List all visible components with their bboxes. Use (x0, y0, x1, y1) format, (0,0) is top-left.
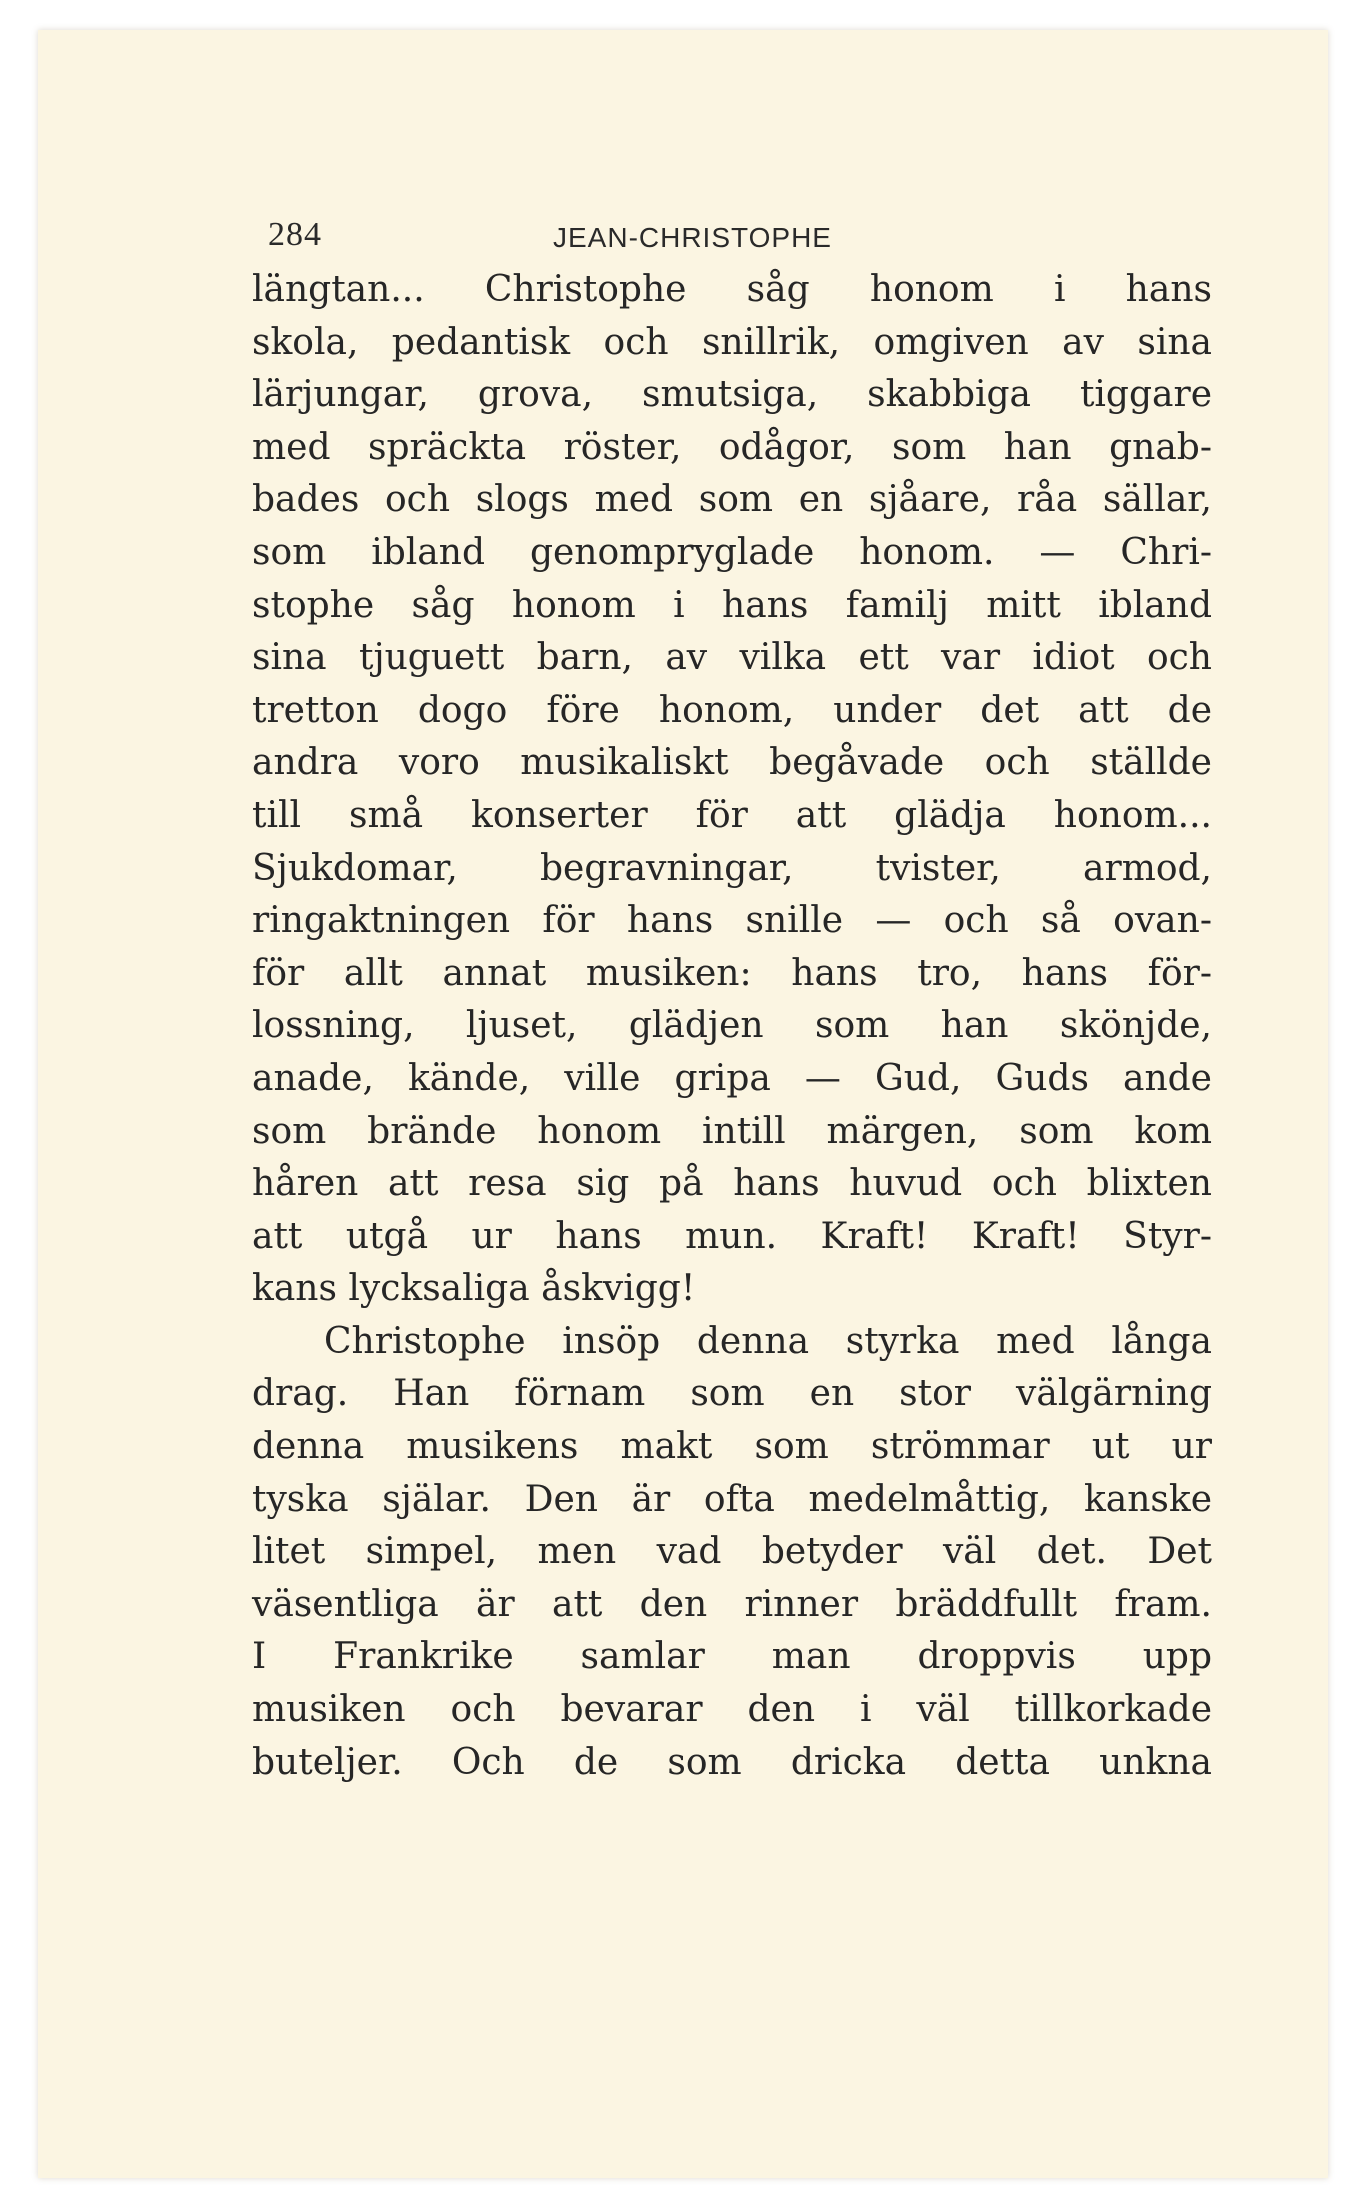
text-line: som ibland genompryglade honom. — Chri- (252, 531, 1212, 573)
text-line: musiken och bevarar den i väl tillkorkade (252, 1689, 1212, 1731)
text-line: stophe såg honom i hans familj mitt ibland (252, 584, 1212, 626)
text-line: skola, pedantisk och snillrik, omgiven av sina (252, 321, 1212, 363)
text-line: som brände honom intill märgen, som kom (252, 1110, 1212, 1152)
text-line: tretton dogo före honom, under det att de (252, 689, 1212, 731)
text-line: till små konserter för att glädja honom... (252, 794, 1212, 836)
text-line: ringaktningen för hans snille — och så ovan- (252, 900, 1212, 942)
text-line: med spräckta röster, odågor, som han gnab- (252, 426, 1212, 468)
text-line: bades och slogs med som en sjåare, råa sällar, (252, 479, 1212, 521)
text-line: att utgå ur hans mun. Kraft! Kraft! Styr- (252, 1215, 1212, 1257)
text-line: Sjukdomar, begravningar, tvister, armod, (252, 847, 1212, 889)
text-line: kans lycksaliga åskvigg! (252, 1268, 696, 1310)
text-line: längtan... Christophe såg honom i hans (252, 269, 1212, 310)
text-line: håren att resa sig på hans huvud och blixten (252, 1163, 1212, 1205)
text-line: andra voro musikaliskt begåvade och ställde (252, 742, 1212, 784)
running-head: JEAN-CHRISTOPHE (553, 222, 832, 253)
text-line: lossning, ljuset, glädjen som han skönjde, (252, 1005, 1212, 1047)
text-line: lärjungar, grova, smutsiga, skabbiga tiggare (252, 374, 1212, 416)
text-line: I Frankrike samlar man droppvis upp (252, 1636, 1212, 1678)
text-line: drag. Han förnam som en stor välgärning (252, 1373, 1212, 1415)
page-number: 284 (268, 216, 322, 253)
text-line: tyska själar. Den är ofta medelmåttig, kanske (252, 1478, 1212, 1520)
text-line: denna musikens makt som strömmar ut ur (252, 1426, 1212, 1468)
text-line: väsentliga är att den rinner bräddfullt fram. (252, 1583, 1212, 1625)
text-line: buteljer. Och de som dricka detta unkna (252, 1741, 1212, 1783)
text-line: litet simpel, men vad betyder väl det. Det (252, 1531, 1212, 1573)
text-line: sina tjuguett barn, av vilka ett var idiot och (252, 637, 1212, 679)
text-line: anade, kände, ville gripa — Gud, Guds ande (252, 1057, 1212, 1099)
body-text (252, 264, 1212, 1789)
text-line: för allt annat musiken: hans tro, hans för- (252, 952, 1212, 994)
text-line: Christophe insöp denna styrka med långa (324, 1320, 1212, 1362)
